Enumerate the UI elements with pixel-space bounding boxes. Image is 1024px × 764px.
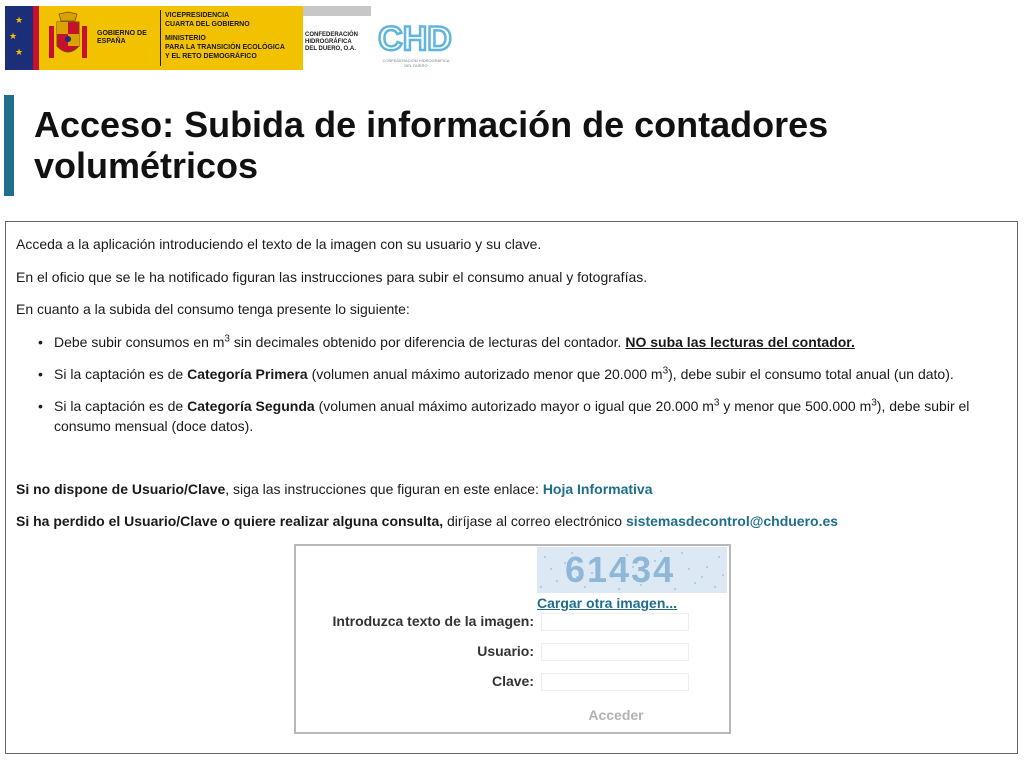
rules-list: [16, 332, 1006, 448]
reload-captcha-link[interactable]: Cargar otra imagen...: [537, 595, 678, 611]
conf-line: CONFEDERACIÓN: [305, 32, 359, 38]
text: sin decimales obtenido por diferencia de lecturas del contador.: [229, 334, 626, 350]
list-item: [16, 364, 1006, 384]
gobierno-logo: [5, 6, 303, 70]
category-label: Categoría Primera: [187, 366, 308, 382]
ministry-line: MINISTERIO: [165, 35, 206, 42]
text: ), debe subir el consumo total anual (un dato).: [668, 366, 954, 382]
ministry-line: PARA LA TRANSICIÓN ECOLÓGICA: [165, 44, 285, 51]
superscript: 3: [713, 397, 720, 409]
text: , siga las instrucciones que figuran en este enlace:: [225, 481, 543, 497]
chd-sub-line: DEL DUERO: [404, 63, 428, 68]
captcha-image: [537, 547, 727, 593]
eu-flag-icon: ★ ★ ★: [5, 6, 33, 70]
list-item: [16, 332, 1006, 352]
email-link[interactable]: sistemasdecontrol@chduero.es: [626, 513, 839, 529]
conf-line: HIDROGRÁFICA: [305, 39, 352, 45]
lost-user-strong: Si ha perdido el Usuario/Clave o quiere realizar alguna consulta,: [16, 513, 444, 529]
captcha-input[interactable]: [541, 613, 689, 631]
warning-text: NO suba las lecturas del contador.: [625, 334, 855, 350]
no-user-strong: Si no dispone de Usuario/Clave: [16, 481, 226, 497]
vice-line: CUARTA DEL GOBIERNO: [165, 21, 250, 28]
red-band: [33, 6, 39, 70]
captcha-text: 61434: [565, 549, 676, 590]
text: ), debe subir el consumo mensual (doce datos).: [54, 398, 970, 434]
intro-paragraph-3: En cuanto a la subida del consumo tenga presente lo siguiente:: [16, 301, 410, 317]
superscript: 3: [662, 365, 669, 377]
title-accent-bar: [4, 95, 14, 196]
gray-strip: [303, 6, 371, 16]
intro-paragraph-1: Acceda a la aplicación introduciendo el texto de la imagen con su usuario y su clave.: [16, 236, 542, 252]
superscript: 3: [224, 333, 230, 345]
header-logos: [5, 6, 465, 70]
ministry-text: [165, 12, 300, 62]
text: y menor que 500.000 m: [719, 398, 872, 414]
chd-sub-line: CONFEDERACIÓN HIDROGRÁFICA: [382, 58, 450, 63]
login-form: [294, 544, 731, 734]
ministry-line: Y EL RETO DEMOGRÁFICO: [165, 53, 257, 60]
list-item: [16, 396, 1006, 436]
vice-line: VICEPRESIDENCIA: [165, 12, 230, 19]
superscript: 3: [871, 397, 877, 409]
text: diríjase al correo electrónico: [443, 513, 626, 529]
text: Si la captación es de: [54, 366, 188, 382]
captcha-label: Introduzca texto de la imagen:: [332, 613, 534, 629]
username-input[interactable]: [541, 643, 689, 661]
divider: [160, 10, 161, 66]
text: Si la captación es de: [54, 398, 188, 414]
gobierno-text: GOBIERNO DE ESPAÑA: [97, 30, 147, 45]
password-input[interactable]: [541, 673, 689, 691]
lost-user-paragraph: [16, 511, 838, 531]
text: Debe subir consumos en m: [54, 334, 225, 350]
intro-paragraph-2: En el oficio que se le ha notificado figuran las instrucciones para subir el consumo anual y fotografías.: [16, 269, 648, 285]
text: (volumen anual máximo autorizado menor que 20.000 m: [307, 366, 663, 382]
confederacion-text: [305, 32, 369, 53]
page-title: Acceso: Subida de información de contadores volumétricos: [34, 104, 829, 186]
login-button[interactable]: Acceder: [571, 704, 661, 726]
password-label: Clave:: [491, 673, 534, 689]
chd-logo-text: CHD: [378, 20, 452, 58]
coat-of-arms-icon: [45, 12, 91, 64]
hoja-informativa-link[interactable]: Hoja Informativa: [542, 481, 653, 497]
user-label: Usuario:: [477, 643, 534, 659]
text: (volumen anual máximo autorizado mayor o igual que 20.000 m: [314, 398, 714, 414]
category-label: Categoría Segunda: [187, 398, 315, 414]
conf-line: DEL DUERO, O.A.: [305, 46, 356, 52]
chd-subtitle: [371, 58, 461, 68]
main-panel: [5, 221, 1018, 754]
no-user-paragraph: [16, 479, 653, 499]
